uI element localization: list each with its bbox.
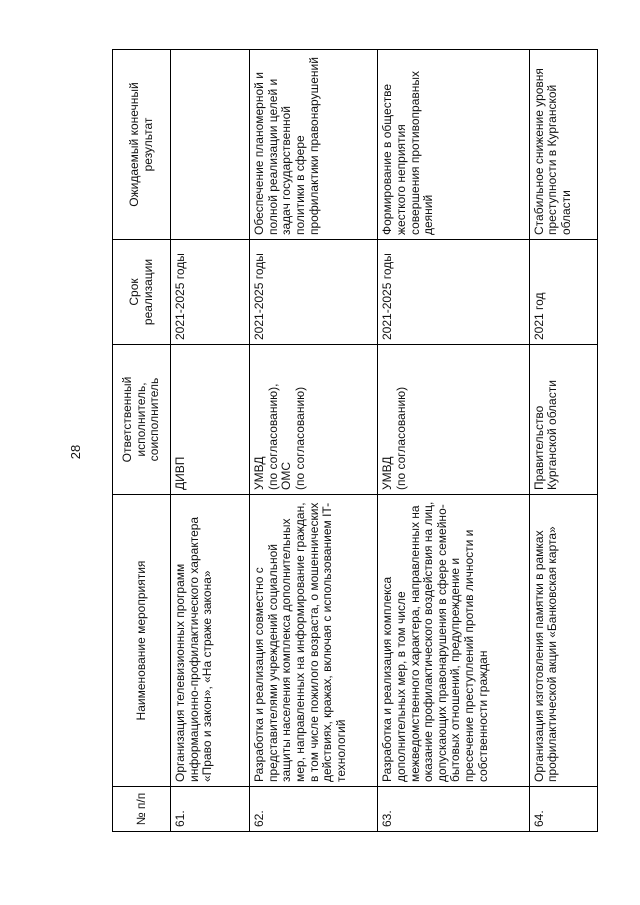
cell-result: Обеспечение планомерной и полной реализации целей и задач государственной политики в сфере профилактики правонарушений [250, 50, 378, 240]
header-num: № п/п [113, 787, 171, 832]
header-responsible: Ответственный исполнитель, соисполнитель [113, 345, 171, 495]
header-result: Ожидаемый конечный результат [113, 50, 171, 240]
cell-num: 64. [529, 787, 597, 832]
cell-name: Организация телевизионных программ информационно-профилактического характера «Право и закон», «На страже закона» [171, 495, 250, 787]
table-row [529, 50, 597, 832]
measures-table [112, 49, 598, 832]
table-row [250, 50, 378, 832]
cell-result: Формирование в обществе жесткого неприятия совершения противоправных деяний [378, 50, 529, 240]
cell-responsible: УМВД (по согласованию) [378, 345, 529, 495]
table-row [171, 50, 250, 832]
cell-num: 62. [250, 787, 378, 832]
cell-result [171, 50, 250, 240]
table-header-row [113, 50, 171, 832]
cell-name: Разработка и реализация комплекса дополнительных мер, в том числе межведомственного характера, направленных на оказание профилактического воздействия на лиц, допускающих правонарушения в сфере семейно-бытовых отношений, предупреждение и пресечение преступлений против личности и собственности граждан [378, 495, 529, 787]
cell-term: 2021-2025 годы [378, 240, 529, 345]
cell-name: Организация изготовления памятки в рамках профилактической акции «Банковская карта» [529, 495, 597, 787]
cell-result: Стабильное снижение уровня преступности в Курганской области [529, 50, 597, 240]
rotated-table-wrapper [112, 50, 598, 832]
cell-num: 61. [171, 787, 250, 832]
header-term: Срок реализации [113, 240, 171, 345]
cell-name: Разработка и реализация совместно с представителями учреждений социальной защиты населения комплекса дополнительных мер, направленных на информирование граждан, в том числе пожилого возраста, о мошеннических действиях, кражах, включая с использованием IT-технологий [250, 495, 378, 787]
cell-term: 2021 год [529, 240, 597, 345]
cell-responsible: УМВД (по согласованию), ОМС (по согласованию) [250, 345, 378, 495]
table-row [378, 50, 529, 832]
cell-term: 2021-2025 годы [250, 240, 378, 345]
page-number: 28 [68, 444, 83, 460]
cell-responsible: Правительство Курганской области [529, 345, 597, 495]
header-name: Наименование мероприятия [113, 495, 171, 787]
cell-responsible: ДИВП [171, 345, 250, 495]
cell-term: 2021-2025 годы [171, 240, 250, 345]
cell-num: 63. [378, 787, 529, 832]
